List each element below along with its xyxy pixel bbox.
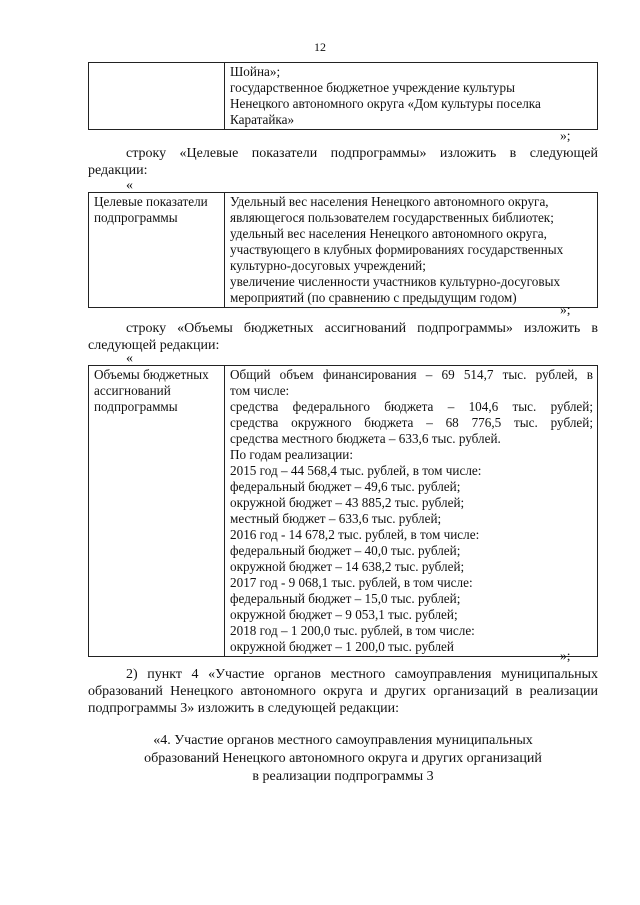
left-cell (89, 366, 225, 657)
cell-line: Объемы бюджетных (94, 367, 209, 382)
table-row (89, 193, 598, 308)
cell-line: местный бюджет – 633,6 тыс. рублей; (230, 511, 442, 526)
opening-quote: « (126, 351, 133, 366)
institutions-table (88, 62, 598, 130)
cell-line: окружной бюджет – 43 885,2 тыс. рублей; (230, 495, 465, 510)
cell-line: подпрограммы (94, 210, 178, 225)
cell-line: Целевые показатели (94, 194, 208, 209)
cell-line: 2016 год - 14 678,2 тыс. рублей, в том числе: (230, 527, 480, 542)
page-number: 12 (314, 40, 326, 54)
cell-line: являющегося пользователем государственных библиотек; (230, 210, 554, 225)
cell-line: Общий объем финансирования – 69 514,7 тыс. рублей, в (230, 367, 593, 382)
cell-line: 2015 год – 44 568,4 тыс. рублей, в том числе: (230, 463, 482, 478)
cell-line: Шойна»; (230, 64, 281, 79)
cell-line: подпрограммы (94, 399, 178, 414)
cell-line: федеральный бюджет – 49,6 тыс. рублей; (230, 479, 461, 494)
closing-quote: »; (560, 648, 571, 663)
cell-line: том числе: (230, 383, 290, 398)
paragraph-line: редакции: (88, 163, 148, 178)
cell-line: средства местного бюджета – 633,6 тыс. рублей. (230, 431, 501, 446)
paragraph-line: подпрограммы 3» изложить в следующей редакции: (88, 701, 400, 716)
heading-line: образований Ненецкого автономного округа и других организаций (144, 751, 542, 766)
cell-line: средства окружного бюджета – 68 776,5 тыс. рублей; (230, 415, 593, 430)
cell-line: Ненецкого автономного округа «Дом культуры поселка (230, 96, 541, 111)
cell-line: Удельный вес населения Ненецкого автономного округа, (230, 194, 549, 209)
paragraph-line: 2) пункт 4 «Участие органов местного самоуправления муниципальных (126, 667, 598, 682)
paragraph-line: строку «Целевые показатели подпрограммы» изложить в следующей (126, 146, 598, 161)
budget-allocations-table (88, 365, 598, 657)
cell-line: государственное бюджетное учреждение культуры (230, 80, 515, 95)
closing-quote: »; (560, 128, 571, 143)
cell-line: окружной бюджет – 1 200,0 тыс. рублей (230, 639, 454, 654)
cell-line: По годам реализации: (230, 447, 354, 462)
cell-line: удельный вес населения Ненецкого автономного округа, (230, 226, 547, 241)
cell-line: окружной бюджет – 9 053,1 тыс. рублей; (230, 607, 458, 622)
cell-line: окружной бюджет – 14 638,2 тыс. рублей; (230, 559, 465, 574)
cell-line: участвующего в клубных формированиях государственных (230, 242, 564, 257)
table-row (89, 366, 598, 657)
left-cell (89, 63, 225, 130)
heading-line: «4. Участие органов местного самоуправления муниципальных (153, 733, 533, 748)
paragraph-line: следующей редакции: (88, 338, 220, 353)
paragraph-item-4 (88, 666, 598, 717)
paragraph-budget-allocations (88, 320, 598, 354)
cell-line: средства федерального бюджета – 104,6 тыс. рублей; (230, 399, 593, 414)
cell-line: федеральный бюджет – 15,0 тыс. рублей; (230, 591, 461, 606)
cell-line: 2018 год – 1 200,0 тыс. рублей, в том числе: (230, 623, 475, 638)
heading-line: в реализации подпрограммы 3 (252, 769, 434, 784)
cell-line: 2017 год - 9 068,1 тыс. рублей, в том числе: (230, 575, 473, 590)
paragraph-target-indicators (88, 145, 598, 179)
closing-quote: »; (560, 302, 571, 317)
paragraph-line: образований Ненецкого автономного округа и других организаций в реализации (88, 684, 598, 699)
cell-line: мероприятий (по сравнению с предыдущим годом) (230, 290, 517, 305)
cell-line: увеличение численности участников культурно-досуговых (230, 274, 561, 289)
section-heading (88, 732, 598, 786)
cell-line: культурно-досуговых учреждений; (230, 258, 426, 273)
cell-line: ассигнований (94, 383, 171, 398)
opening-quote: « (126, 178, 133, 193)
left-cell (89, 193, 225, 308)
right-cell (225, 63, 598, 130)
cell-line: Каратайка» (230, 112, 295, 127)
target-indicators-table (88, 192, 598, 308)
table-row (89, 63, 598, 130)
cell-line: федеральный бюджет – 40,0 тыс. рублей; (230, 543, 461, 558)
paragraph-line: строку «Объемы бюджетных ассигнований подпрограммы» изложить в (126, 321, 598, 336)
right-cell (225, 193, 598, 308)
right-cell (225, 366, 598, 657)
